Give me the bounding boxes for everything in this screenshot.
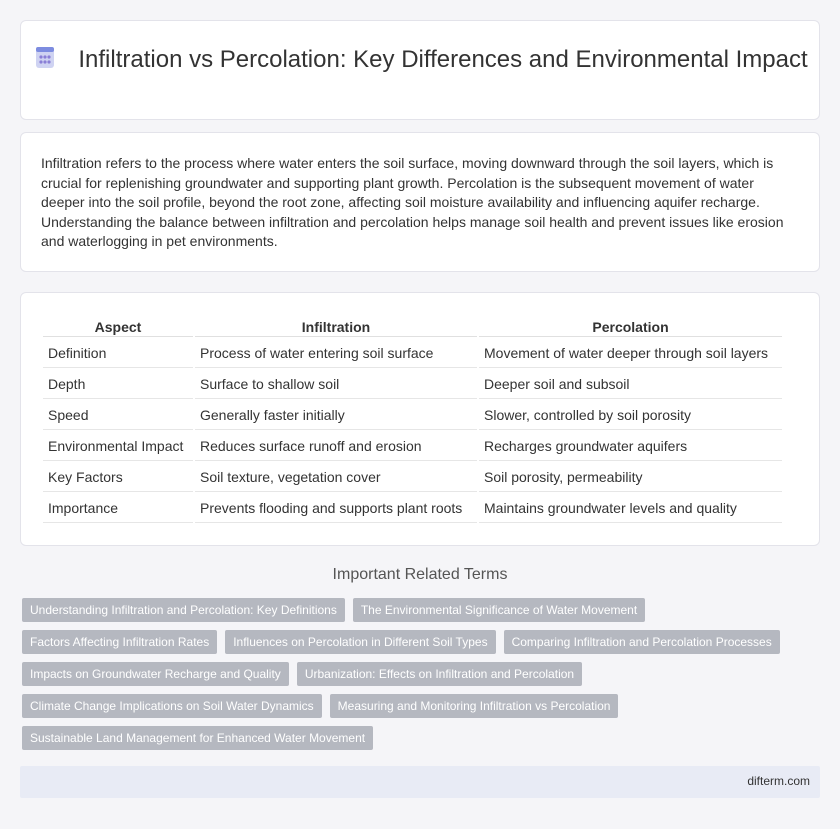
- table-cell: Recharges groundwater aquifers: [479, 432, 782, 461]
- column-header-infiltration: Infiltration: [195, 317, 477, 337]
- document-icon: [32, 44, 58, 70]
- related-term-tag[interactable]: The Environmental Significance of Water Movement: [353, 598, 645, 622]
- column-header-aspect: Aspect: [43, 317, 193, 337]
- table-row: [43, 401, 782, 430]
- related-term-tag[interactable]: Sustainable Land Management for Enhanced Water Movement: [22, 726, 373, 750]
- intro-card: [20, 132, 820, 272]
- table-cell: Process of water entering soil surface: [195, 339, 477, 368]
- table-cell: Soil texture, vegetation cover: [195, 463, 477, 492]
- related-terms-heading: Important Related Terms: [332, 566, 508, 583]
- related-term-tag[interactable]: Influences on Percolation in Different Soil Types: [225, 630, 495, 654]
- table-cell: Depth: [43, 370, 193, 399]
- table-cell: Importance: [43, 494, 193, 523]
- related-term-tag[interactable]: Urbanization: Effects on Infiltration and Percolation: [297, 662, 582, 686]
- table-cell: Prevents flooding and supports plant roots: [195, 494, 477, 523]
- page-title-block: [21, 44, 819, 75]
- table-cell: Definition: [43, 339, 193, 368]
- table-row: [43, 370, 782, 399]
- table-cell: Movement of water deeper through soil layers: [479, 339, 782, 368]
- related-term-tag[interactable]: Factors Affecting Infiltration Rates: [22, 630, 217, 654]
- table-cell: Deeper soil and subsoil: [479, 370, 782, 399]
- related-term-tag[interactable]: Comparing Infiltration and Percolation Processes: [504, 630, 780, 654]
- related-term-tag[interactable]: Impacts on Groundwater Recharge and Quality: [22, 662, 289, 686]
- comparison-card: [20, 292, 820, 546]
- comparison-table: [41, 315, 784, 525]
- table-row: [43, 339, 782, 368]
- table-cell: Maintains groundwater levels and quality: [479, 494, 782, 523]
- table-header-row: [43, 317, 782, 337]
- table-cell: Generally faster initially: [195, 401, 477, 430]
- intro-paragraph: Infiltration refers to the process where water enters the soil surface, moving downward through the soil layers, which is crucial for replenishing groundwater and supporting plant growth. Percolation is the subsequent movement of water deeper into the soil profile, beyond the root zone, affecting soil moisture availability and influencing aquifer recharge. Understanding the balance between infiltration and percolation helps manage soil health and prevent issues like erosion and waterlogging in pet environments.: [41, 155, 784, 249]
- table-row: [43, 432, 782, 461]
- table-cell: Reduces surface runoff and erosion: [195, 432, 477, 461]
- site-name[interactable]: difterm.com: [747, 774, 810, 788]
- related-term-tag[interactable]: Understanding Infiltration and Percolation: Key Definitions: [22, 598, 345, 622]
- table-cell: Surface to shallow soil: [195, 370, 477, 399]
- table-cell: Environmental Impact: [43, 432, 193, 461]
- table-cell: Slower, controlled by soil porosity: [479, 401, 782, 430]
- table-row: [43, 463, 782, 492]
- table-cell: Soil porosity, permeability: [479, 463, 782, 492]
- table-cell: Speed: [43, 401, 193, 430]
- title-card: [20, 20, 820, 120]
- page-title: Infiltration vs Percolation: Key Differences and Environmental Impact: [78, 46, 808, 73]
- table-cell: Key Factors: [43, 463, 193, 492]
- footer-bar: [20, 766, 820, 798]
- column-header-percolation: Percolation: [479, 317, 782, 337]
- related-term-tag[interactable]: Climate Change Implications on Soil Water Dynamics: [22, 694, 322, 718]
- related-term-tag[interactable]: Measuring and Monitoring Infiltration vs Percolation: [330, 694, 619, 718]
- related-terms-list: [22, 598, 802, 758]
- table-row: [43, 494, 782, 523]
